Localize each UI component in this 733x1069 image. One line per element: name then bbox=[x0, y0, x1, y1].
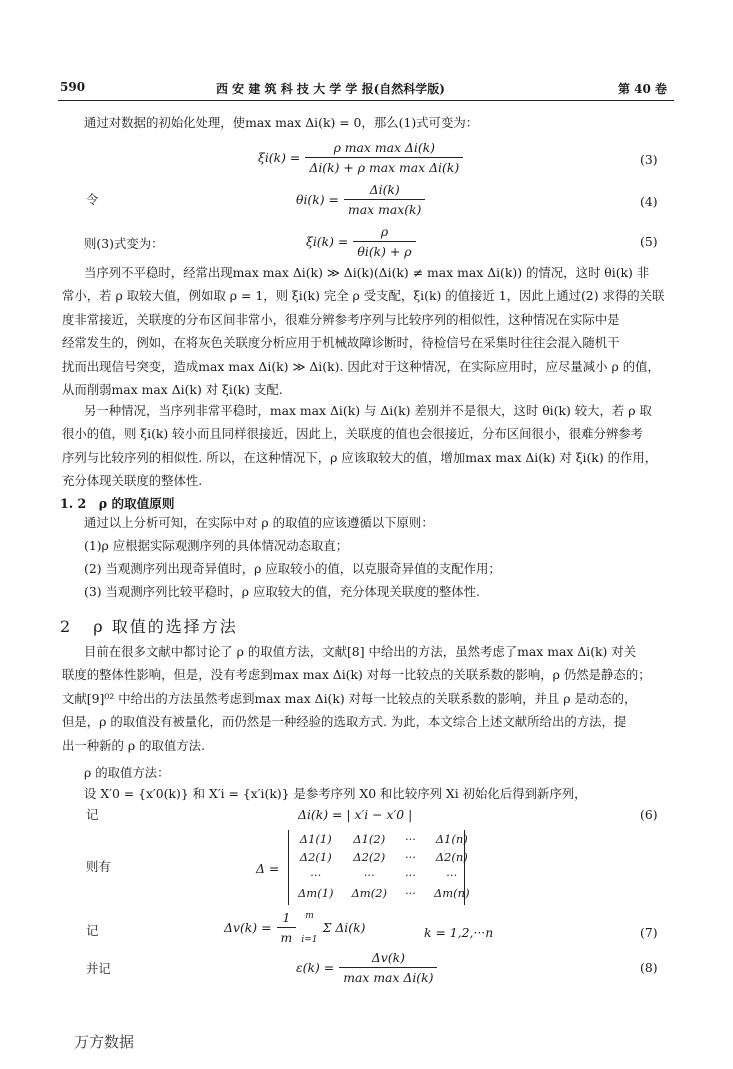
matrix-label: 则有 bbox=[86, 859, 111, 874]
intro-line: 通过对数据的初始化处理，使max max Δi(k) = 0，那么(1)式可变为： bbox=[84, 115, 479, 130]
eq3-lhs: ξi(k) = bbox=[258, 150, 301, 165]
delta-matrix bbox=[288, 830, 470, 905]
equation-4 bbox=[296, 182, 425, 217]
matrix-cell: Δm(1) bbox=[298, 886, 334, 900]
para3-line: 但是，ρ 的取值没有被量化，而仍然是一种经验的选取方式. 为此，本文综合上述文献所给出的方法，提 bbox=[62, 714, 627, 730]
watermark-text: 万方数据 bbox=[74, 1033, 135, 1051]
eq4-numerator: Δi(k) bbox=[369, 182, 400, 197]
equation-5 bbox=[306, 224, 416, 259]
eq7-lhs: Δv(k) = bbox=[224, 920, 272, 935]
eq3-denominator: Δi(k) + ρ max max Δi(k) bbox=[305, 157, 463, 175]
eq5-number: (5) bbox=[640, 234, 658, 249]
eq7-sum-upper: m bbox=[305, 910, 314, 921]
para2-line: 另一种情况，当序列非常平稳时，max max Δi(k) 与 Δi(k) 差别并不是很大，这时 θi(k) 较大，若 ρ 取 bbox=[84, 403, 652, 418]
para1-line: 常小，若 ρ 取较大值，例如取 ρ = 1，则 ξi(k) 完全 ρ 受支配，ξi(k) 的值接近 1，因此上通过(2) 求得的关联 bbox=[62, 288, 665, 304]
eq8-label: 并记 bbox=[86, 961, 111, 976]
matrix-lhs: Δ = bbox=[256, 861, 280, 876]
page-number: 590 bbox=[60, 80, 86, 94]
section-2-heading bbox=[60, 614, 238, 637]
para3-line: 文献[9]⁰² 中给出的方法虽然考虑到max max Δi(k) 对每一比较点的关联系数的影响，并且 ρ 是动态的， bbox=[62, 690, 637, 706]
eq7-label: 记 bbox=[86, 923, 99, 938]
matrix-cell: ··· bbox=[405, 850, 416, 864]
paragraph-3 bbox=[62, 640, 670, 757]
eq7-sum-lower: i=1 bbox=[301, 934, 318, 945]
eq8-numerator: Δv(k) bbox=[371, 950, 405, 965]
eq7-number: (7) bbox=[640, 925, 658, 940]
para2-line: 很小的值，则 ξi(k) 较小而且同样很接近，因此上，关联度的值也会很接近，分布区间很小，很难分辨参考 bbox=[62, 426, 644, 442]
method-label: ρ 的取值方法： bbox=[84, 765, 170, 780]
matrix-cell: Δm(n) bbox=[433, 886, 470, 900]
eq3-numerator: ρ max max Δi(k) bbox=[333, 140, 435, 155]
eq7-range: k = 1,2,···n bbox=[424, 925, 494, 940]
header-rule bbox=[58, 100, 674, 101]
para1-line: 扰而出现信号突变，造成max max Δi(k) ≫ Δi(k). 因此对于这种情况，在实际应用时，应尽量减小 ρ 的值， bbox=[62, 358, 660, 374]
eq4-denominator: max max(k) bbox=[344, 199, 425, 217]
matrix-cell: Δ2(n) bbox=[435, 850, 468, 864]
eq8-denominator: max max Δi(k) bbox=[339, 967, 437, 985]
eq6-number: (6) bbox=[640, 807, 658, 822]
journal-title: 西 安 建 筑 科 技 大 学 学 报(自然科学版) bbox=[216, 82, 445, 96]
eq8-lhs: ε(k) = bbox=[296, 960, 335, 975]
matrix-cell: ··· bbox=[405, 886, 416, 900]
matrix-cell: Δ2(2) bbox=[353, 850, 386, 864]
para2-line: 充分体现关联度的整体性. bbox=[62, 473, 203, 489]
matrix-cell: Δ1(n) bbox=[435, 832, 468, 846]
matrix-row bbox=[289, 884, 479, 902]
matrix-cell: Δ1(1) bbox=[299, 832, 332, 846]
volume-label: 第 40 卷 bbox=[618, 82, 668, 96]
matrix-row bbox=[289, 866, 479, 884]
matrix-cell: ··· bbox=[446, 868, 458, 882]
para1-line: 经常发生的，例如，在将灰色关联度分析应用于机械故障诊断时，待检信号在采集时往往会混入随机干 bbox=[62, 335, 620, 351]
eq7-sum: Σ Δi(k) bbox=[322, 920, 366, 935]
section-1-2-number: 1. 2 bbox=[60, 496, 87, 511]
matrix-row bbox=[289, 848, 479, 866]
equation-8 bbox=[296, 950, 437, 985]
eq5-denominator: θi(k) + ρ bbox=[353, 241, 415, 259]
eq5-lhs: ξi(k) = bbox=[306, 234, 349, 249]
matrix-cell: ··· bbox=[363, 868, 375, 882]
eq6-label: 记 bbox=[86, 807, 99, 822]
para3-line: 出一种新的 ρ 的取值方法. bbox=[62, 737, 206, 753]
matrix-row bbox=[289, 830, 479, 848]
section-1-2-title: ρ 的取值原则 bbox=[98, 496, 175, 511]
principle-item: (2) 当观测序列出现奇异值时，ρ 应取较小的值，以克服奇异值的支配作用； bbox=[84, 561, 501, 576]
eq4-lhs: θi(k) = bbox=[296, 192, 339, 207]
eq5-label: 则(3)式变为： bbox=[84, 236, 164, 251]
matrix-cell: ··· bbox=[310, 868, 322, 882]
matrix-cell: Δ1(2) bbox=[353, 832, 386, 846]
principles-intro: 通过以上分析可知，在实际中对 ρ 的取值的应该遵循以下原则： bbox=[84, 515, 434, 530]
section-2-title: ρ 取值的选择方法 bbox=[93, 617, 238, 636]
para3-line: 目前在很多文献中都讨论了 ρ 的取值方法，文献[8] 中给出的方法，虽然考虑了max max Δi(k) 对关 bbox=[84, 644, 637, 659]
equation-7 bbox=[224, 910, 365, 945]
para1-line: 从而削弱max max Δi(k) 对 ξi(k) 支配. bbox=[62, 382, 283, 398]
para2-line: 序列与比较序列的相似性. 所以，在这种情况下，ρ 应该取较大的值，增加max max Δi(k) 对 ξi(k) 的作用， bbox=[62, 449, 658, 465]
setup-line: 设 X′0 = {x′0(k)} 和 X′i = {x′i(k)} 是参考序列 X0 和比较序列 Xi 初始化后得到新序列， bbox=[84, 786, 587, 801]
para3-line: 联度的整体性影响，但是，没有考虑到max max Δi(k) 对每一比较点的关联系数的影响，ρ 仍然是静态的； bbox=[62, 667, 651, 683]
para1-line: 度非常接近，关联度的分布区间非常小，很难分辨参考序列与比较序列的相似性，这种情况在实际中是 bbox=[62, 311, 620, 327]
section-1-2-heading bbox=[60, 493, 174, 512]
matrix-cell: Δ2(1) bbox=[299, 850, 332, 864]
equation-6: Δi(k) = | x′i − x′0 | bbox=[298, 807, 413, 822]
eq8-number: (8) bbox=[640, 960, 658, 975]
eq4-label: 令 bbox=[86, 192, 99, 207]
principle-item: (3) 当观测序列比较平稳时，ρ 应取较大的值，充分体现关联度的整体性. bbox=[84, 584, 480, 599]
section-2-number: 2 bbox=[60, 617, 73, 636]
principle-item: (1)ρ 应根据实际观测序列的具体情况动态取直； bbox=[84, 538, 349, 553]
eq3-number: (3) bbox=[640, 152, 658, 167]
eq7-frac-denominator: m bbox=[277, 927, 297, 945]
eq4-number: (4) bbox=[640, 194, 658, 209]
matrix-cell: ··· bbox=[405, 832, 416, 846]
paragraph-1 bbox=[62, 261, 670, 401]
equation-3 bbox=[258, 140, 463, 175]
eq5-numerator: ρ bbox=[380, 224, 389, 239]
matrix-cell: Δm(2) bbox=[351, 886, 387, 900]
para1-line: 当序列不平稳时，经常出现max max Δi(k) ≫ Δi(k)(Δi(k) ≠ max max Δi(k)) 的情况，这时 θi(k) 非 bbox=[84, 265, 650, 280]
matrix-cell: ··· bbox=[405, 868, 416, 882]
paragraph-2 bbox=[62, 399, 670, 493]
eq7-frac-numerator: 1 bbox=[282, 910, 291, 925]
